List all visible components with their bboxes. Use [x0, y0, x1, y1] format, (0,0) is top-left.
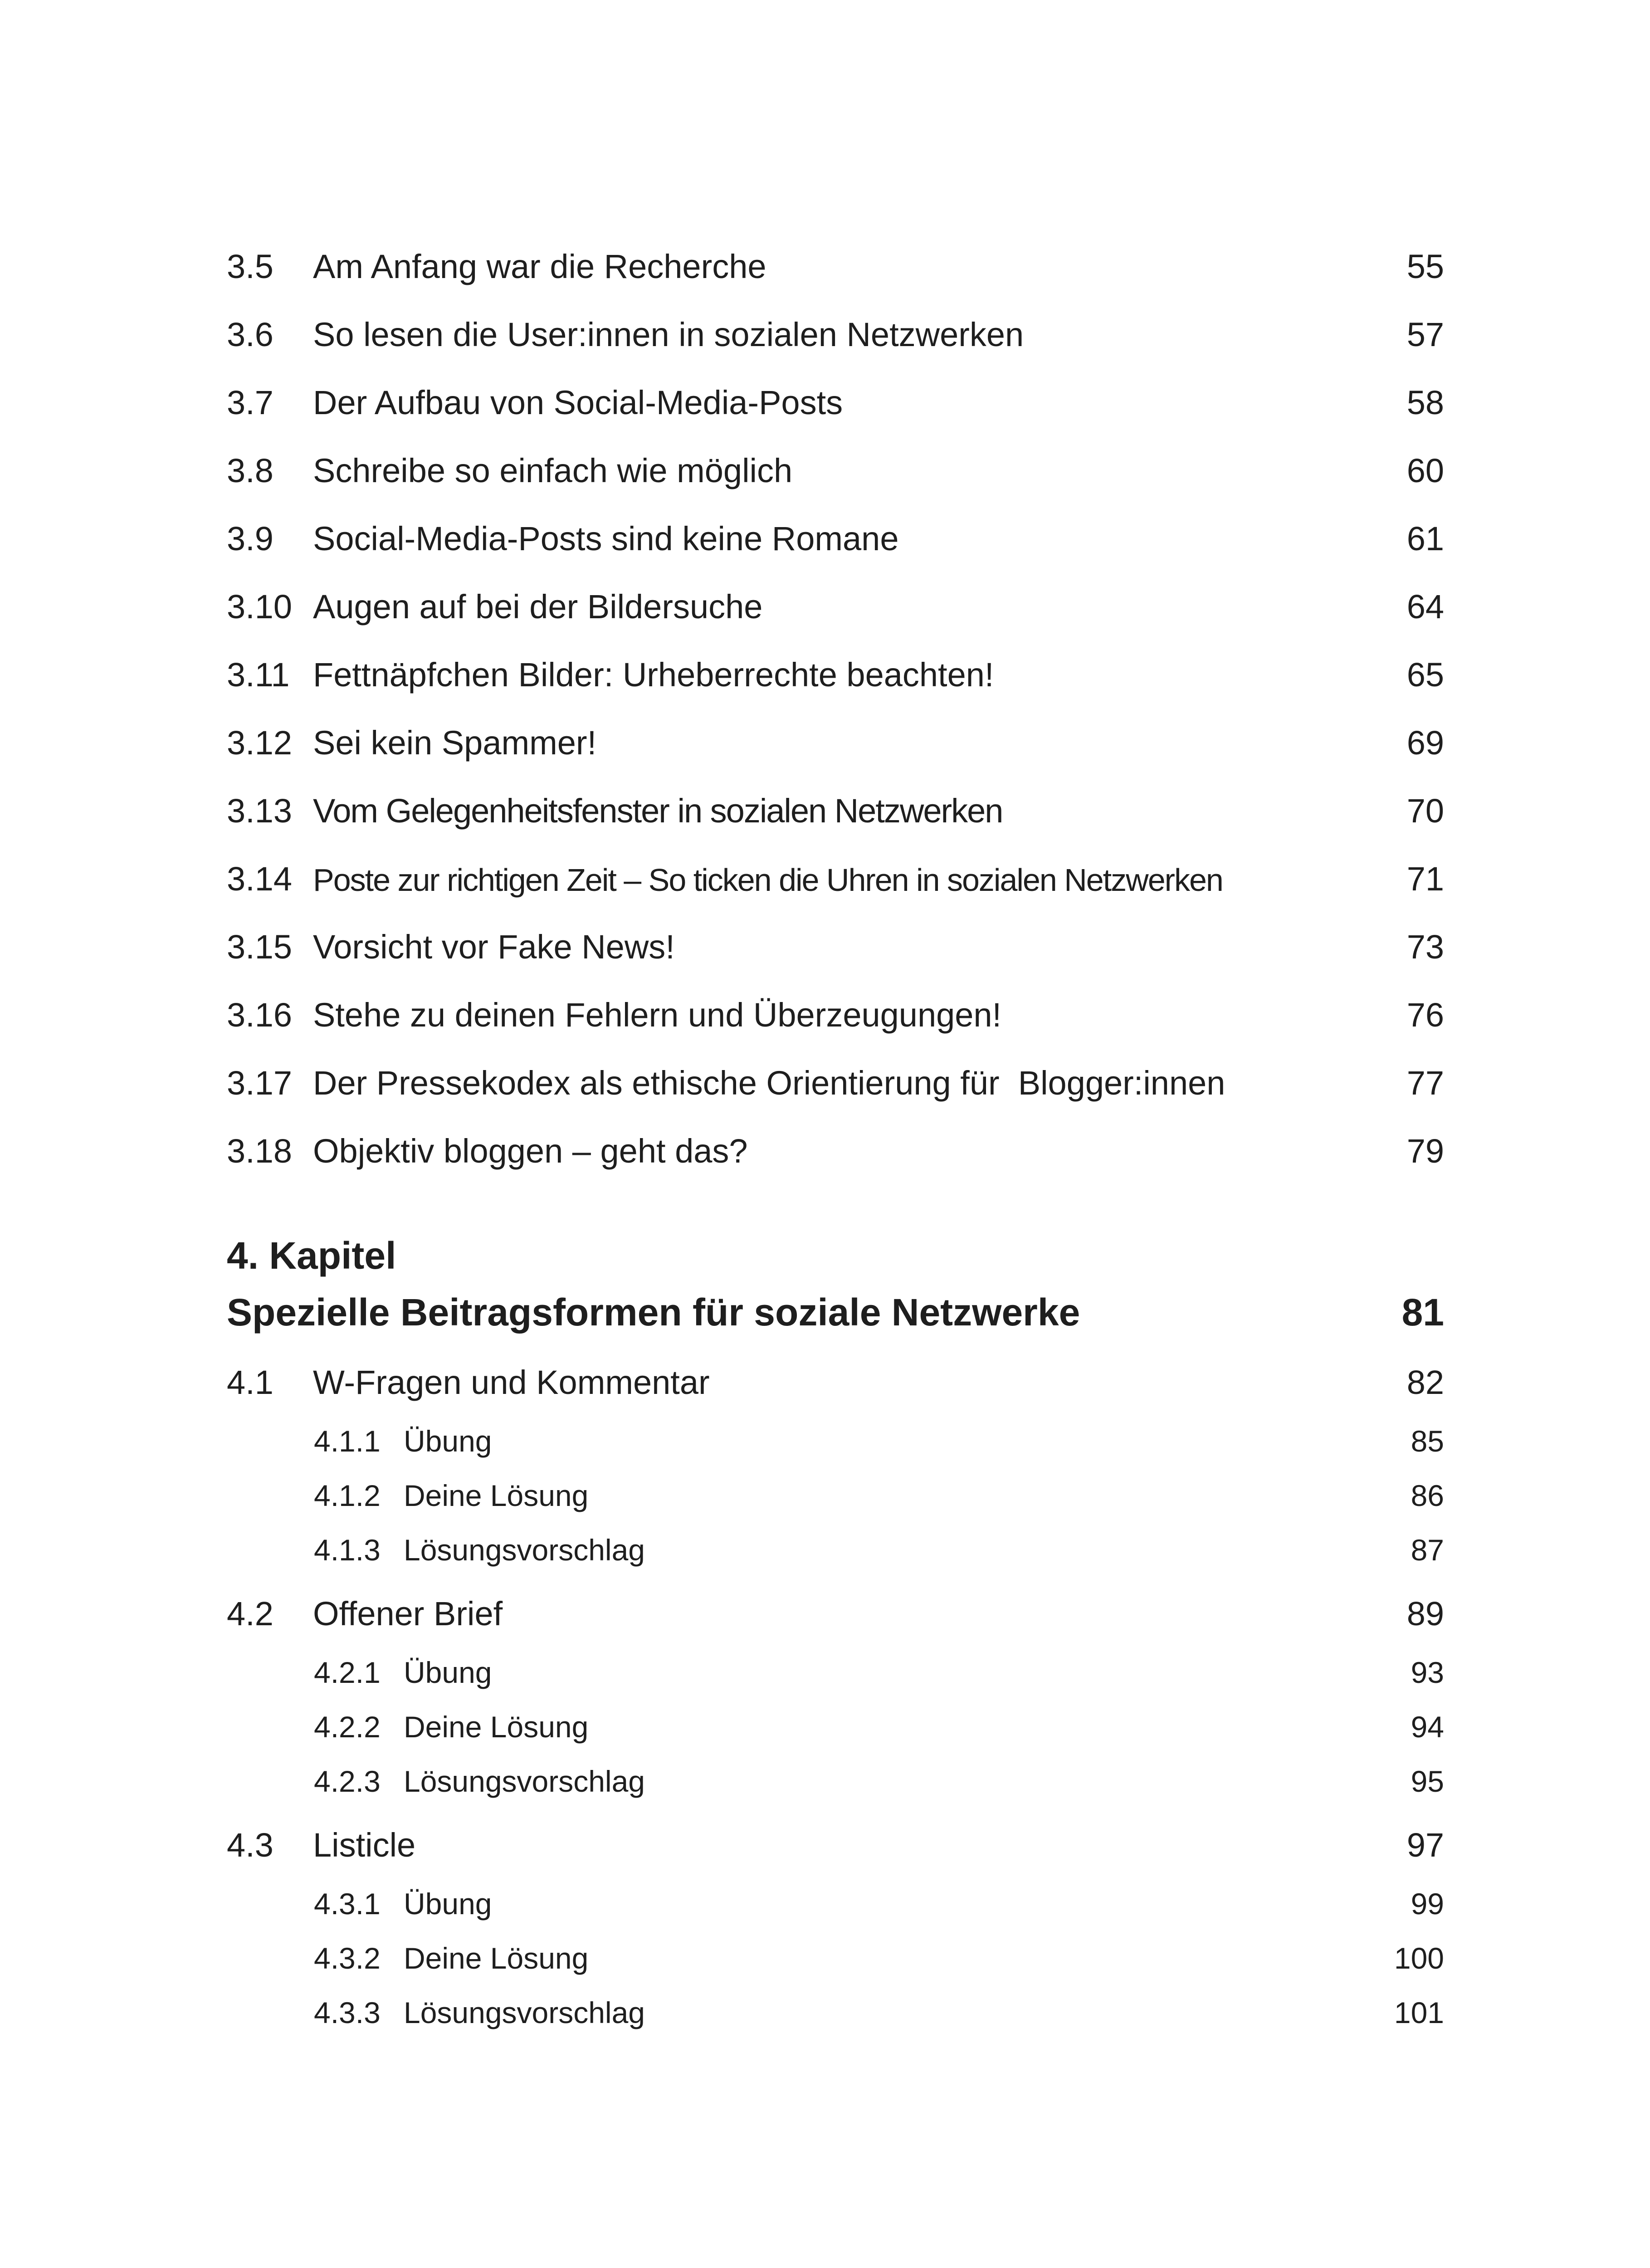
entry-title: Vom Gelegenheitsfenster in sozialen Netzwerken — [313, 792, 1003, 830]
toc-entry-3-13[interactable] — [227, 778, 1444, 828]
entry-page: 60 — [1406, 452, 1444, 489]
toc-entry-4-1[interactable] — [227, 1349, 1444, 1399]
entry-title: Der Pressekodex als ethische Orientierung für Blogger:innen — [313, 1064, 1225, 1102]
subentry-page: 86 — [1411, 1479, 1444, 1512]
entry-number: 4.1 — [227, 1364, 273, 1401]
toc-entry-3-12[interactable] — [227, 710, 1444, 760]
toc-subentry-4-1-3[interactable] — [227, 1515, 1444, 1565]
toc-entry-3-16[interactable] — [227, 982, 1444, 1032]
subentry-page: 99 — [1411, 1887, 1444, 1921]
entry-title: Stehe zu deinen Fehlern und Überzeugungen! — [313, 996, 1002, 1034]
entry-title: So lesen die User:innen in sozialen Netzwerken — [313, 316, 1024, 353]
entry-number: 3.17 — [227, 1064, 293, 1102]
entry-page: 64 — [1406, 588, 1444, 626]
subentry-title: Lösungsvorschlag — [404, 1996, 645, 2029]
entry-page: 65 — [1406, 656, 1444, 694]
subentry-page: 95 — [1411, 1765, 1444, 1798]
subentry-number: 4.3.1 — [314, 1887, 381, 1921]
subentry-title: Übung — [404, 1656, 492, 1689]
toc-entry-3-7[interactable] — [227, 370, 1444, 420]
chapter-title: Spezielle Beitragsformen für soziale Netzwerke — [227, 1291, 1080, 1334]
entry-page: 55 — [1406, 248, 1444, 285]
toc-entry-4-2[interactable] — [227, 1581, 1444, 1631]
subentry-page: 94 — [1411, 1710, 1444, 1744]
entry-number: 3.13 — [227, 792, 293, 830]
entry-title: W-Fragen und Kommentar — [313, 1364, 710, 1401]
entry-page: 97 — [1406, 1826, 1444, 1864]
subentry-page: 101 — [1394, 1996, 1444, 2029]
entry-number: 3.12 — [227, 724, 293, 762]
entry-title: Am Anfang war die Recherche — [313, 248, 766, 285]
entry-title: Der Aufbau von Social-Media-Posts — [313, 384, 843, 421]
subentry-title: Deine Lösung — [404, 1710, 589, 1744]
subentry-title: Übung — [404, 1887, 492, 1921]
chapter-heading[interactable] — [227, 1281, 1444, 1334]
entry-number: 3.18 — [227, 1132, 293, 1170]
subentry-title: Übung — [404, 1424, 492, 1458]
subentry-number: 4.1.2 — [314, 1479, 381, 1512]
entry-page: 77 — [1406, 1064, 1444, 1102]
subentry-page: 87 — [1411, 1533, 1444, 1567]
entry-page: 71 — [1406, 860, 1444, 898]
subentry-number: 4.1.3 — [314, 1533, 381, 1567]
subentry-number: 4.3.3 — [314, 1996, 381, 2029]
toc-entry-3-5[interactable] — [227, 234, 1444, 284]
entry-title: Social-Media-Posts sind keine Romane — [313, 520, 899, 557]
subentry-number: 4.1.1 — [314, 1424, 381, 1458]
entry-page: 69 — [1406, 724, 1444, 762]
toc-subentry-4-3-2[interactable] — [227, 1923, 1444, 1973]
subentry-number: 4.2.3 — [314, 1765, 381, 1798]
entry-number: 3.15 — [227, 928, 293, 966]
entry-title: Fettnäpfchen Bilder: Urheberrechte beachten! — [313, 656, 994, 694]
entry-page: 89 — [1406, 1595, 1444, 1633]
toc-entry-3-18[interactable] — [227, 1118, 1444, 1168]
entry-number: 3.8 — [227, 452, 273, 489]
subentry-page: 85 — [1411, 1424, 1444, 1458]
entry-number: 3.7 — [227, 384, 273, 421]
toc-entry-3-8[interactable] — [227, 438, 1444, 488]
toc-entry-3-17[interactable] — [227, 1050, 1444, 1100]
entry-page: 79 — [1406, 1132, 1444, 1170]
entry-page: 70 — [1406, 792, 1444, 830]
entry-number: 3.14 — [227, 860, 293, 898]
toc-subentry-4-3-1[interactable] — [227, 1869, 1444, 1919]
entry-page: 82 — [1406, 1364, 1444, 1401]
chapter-page: 81 — [1401, 1291, 1444, 1334]
entry-number: 4.2 — [227, 1595, 273, 1633]
toc-subentry-4-2-2[interactable] — [227, 1692, 1444, 1742]
toc-entry-4-3[interactable] — [227, 1812, 1444, 1862]
entry-title: Offener Brief — [313, 1595, 503, 1633]
subentry-title: Lösungsvorschlag — [404, 1533, 645, 1567]
entry-page: 76 — [1406, 996, 1444, 1034]
chapter-number: 4. Kapitel — [227, 1234, 396, 1277]
entry-page: 58 — [1406, 384, 1444, 421]
subentry-number: 4.3.2 — [314, 1941, 381, 1975]
entry-title: Objektiv bloggen – geht das? — [313, 1132, 748, 1170]
entry-number: 4.3 — [227, 1826, 273, 1864]
toc-entry-3-11[interactable] — [227, 642, 1444, 692]
toc-entry-3-14[interactable] — [227, 846, 1444, 896]
subentry-number: 4.2.2 — [314, 1710, 381, 1744]
toc-entry-3-10[interactable] — [227, 574, 1444, 624]
toc-subentry-4-2-1[interactable] — [227, 1637, 1444, 1687]
toc-subentry-4-1-1[interactable] — [227, 1406, 1444, 1456]
entry-page: 73 — [1406, 928, 1444, 966]
entry-title: Augen auf bei der Bildersuche — [313, 588, 763, 626]
toc-subentry-4-1-2[interactable] — [227, 1461, 1444, 1510]
entry-title: Sei kein Spammer! — [313, 724, 597, 762]
entry-number: 3.11 — [227, 656, 290, 694]
subentry-title: Deine Lösung — [404, 1941, 589, 1975]
entry-page: 61 — [1406, 520, 1444, 557]
toc-entry-3-6[interactable] — [227, 302, 1444, 352]
chapter-label[interactable] — [227, 1225, 1444, 1275]
subentry-page: 100 — [1394, 1941, 1444, 1975]
entry-title: Listicle — [313, 1826, 416, 1864]
entry-number: 3.5 — [227, 248, 273, 285]
entry-number: 3.6 — [227, 316, 273, 353]
toc-subentry-4-3-3[interactable] — [227, 1978, 1444, 2028]
subentry-title: Deine Lösung — [404, 1479, 589, 1512]
toc-entry-3-15[interactable] — [227, 914, 1444, 964]
subentry-number: 4.2.1 — [314, 1656, 381, 1689]
subentry-title: Lösungsvorschlag — [404, 1765, 645, 1798]
toc-entry-3-9[interactable] — [227, 506, 1444, 556]
entry-number: 3.10 — [227, 588, 293, 626]
entry-title: Poste zur richtigen Zeit – So ticken die Uhren in sozialen Netzwerken — [313, 862, 1223, 898]
toc-subentry-4-2-3[interactable] — [227, 1746, 1444, 1796]
entry-number: 3.9 — [227, 520, 273, 557]
entry-title: Vorsicht vor Fake News! — [313, 928, 675, 966]
entry-number: 3.16 — [227, 996, 293, 1034]
entry-title: Schreibe so einfach wie möglich — [313, 452, 793, 489]
entry-page: 57 — [1406, 316, 1444, 353]
subentry-page: 93 — [1411, 1656, 1444, 1689]
